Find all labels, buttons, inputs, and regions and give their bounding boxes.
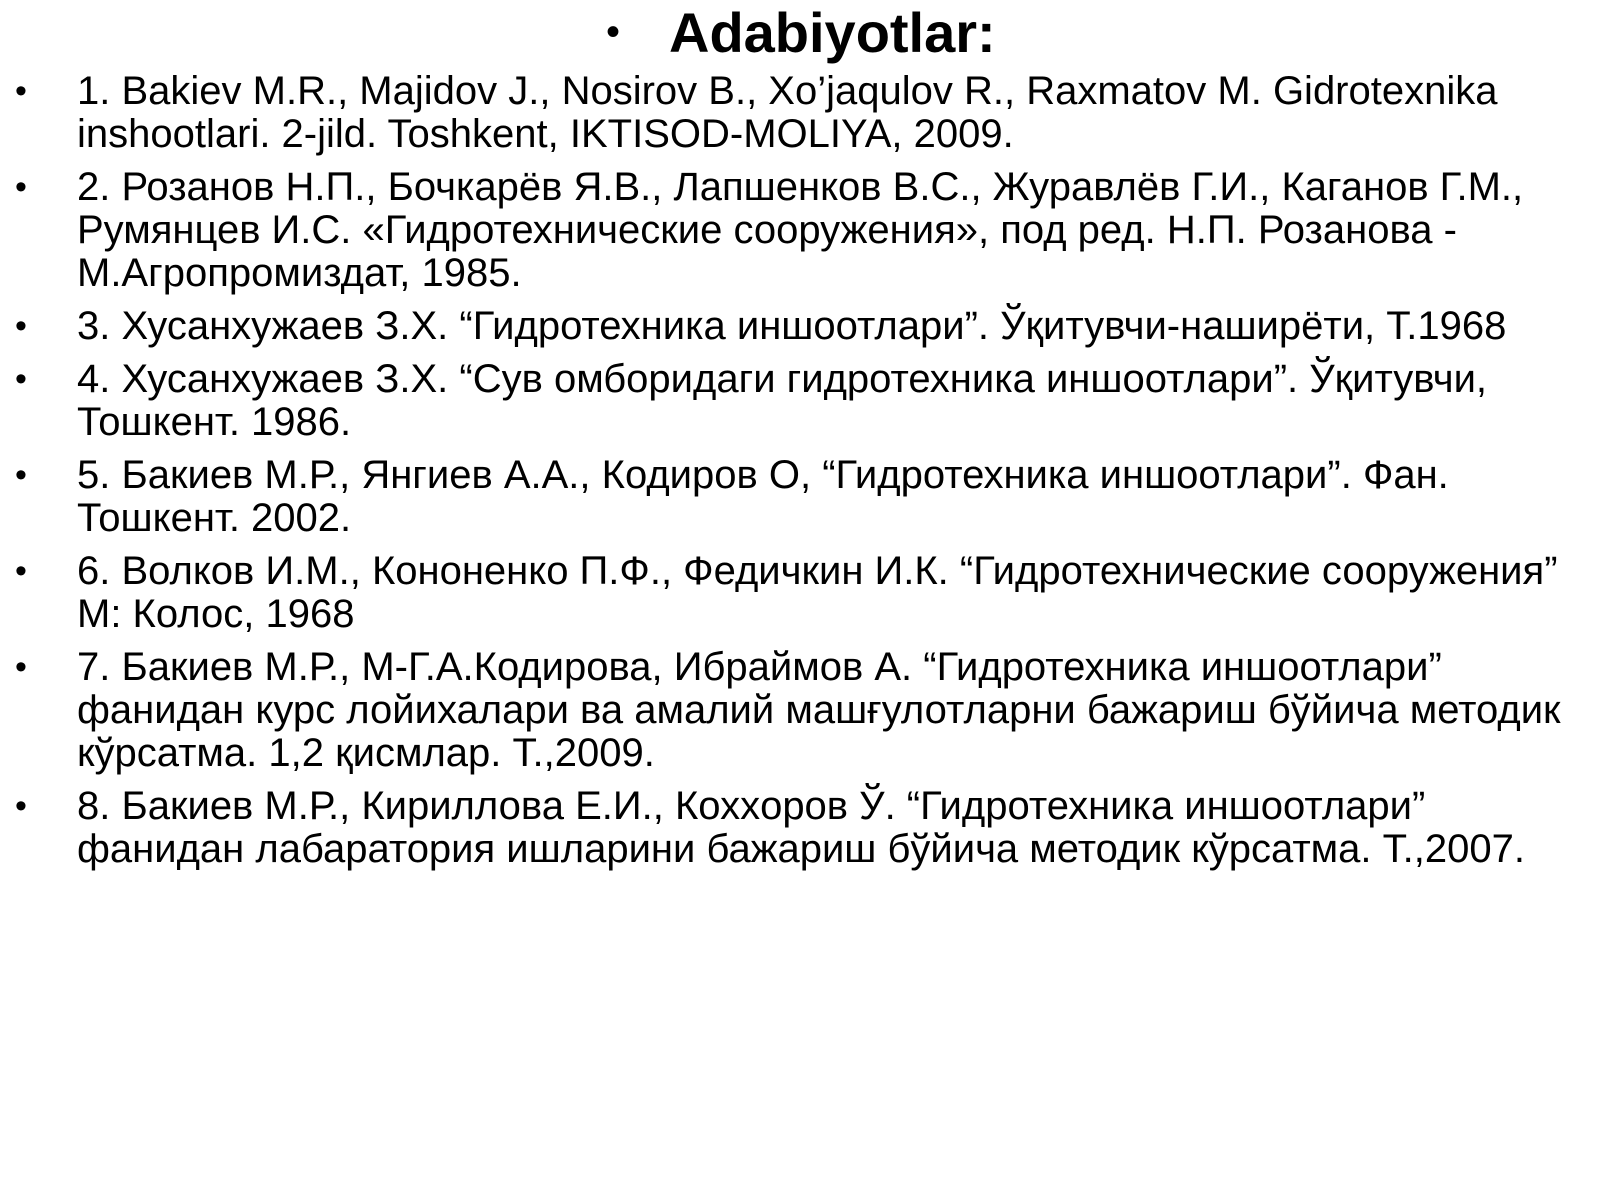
bullet-marker: •: [15, 168, 27, 206]
bullet-marker: •: [15, 456, 27, 494]
reference-text: 2. Розанов Н.П., Бочкарёв Я.В., Лапшенков В.С., Журавлёв Г.И., Каганов Г.М., Румянцев И.С. «Гидротехнические сооружения», под ред. Н.П. Розанова - М.Агропромиздат, 1985.: [77, 165, 1524, 295]
reference-text: 8. Бакиев М.Р., Кириллова Е.И., Кохxоров Ў. “Гидротехника иншоотлари” фанидан лабаратория ишларини бажариш бўйича методик кўрсатма. Т.,2007.: [77, 784, 1525, 871]
reference-text: 4. Хусанхужаев З.Х. “Сув омборидаги гидротехника иншоотлари”. Ўқитувчи, Тошкент. 1986.: [77, 357, 1488, 444]
reference-text: 5. Бакиев М.Р., Янгиев А.А., Кодиров О, “Гидротехника иншоотлари”. Фан. Тошкент. 2002.: [77, 453, 1449, 540]
reference-item: [0, 305, 1600, 348]
reference-item: [0, 166, 1600, 295]
slide-title: Adabiyotlar:: [669, 1, 996, 64]
reference-item: [0, 550, 1600, 636]
reference-item: [0, 358, 1600, 444]
reference-text: 3. Хусанхужаев З.Х. “Гидротехника иншоотлари”. Ўқитувчи-наширёти, Т.1968: [77, 304, 1507, 348]
title-bullet: •: [606, 10, 621, 54]
reference-item: [0, 70, 1600, 156]
bullet-marker: •: [15, 648, 27, 686]
reference-text: 6. Волков И.М., Кононенко П.Ф., Федичкин И.К. “Гидротехнические сооружения” М: Колос, 1968: [77, 549, 1558, 636]
reference-list: [0, 70, 1600, 881]
bullet-marker: •: [15, 787, 27, 825]
reference-text: 7. Бакиев М.Р., М-Г.А.Кодирова, Ибраймов А. “Гидротехника иншоотлари” фанидан курс лойихалари ва амалий машғулотларни бажариш бўйича методик кўрсатма. 1,2 қисмлар. Т.,2009.: [77, 645, 1561, 775]
reference-item: [0, 646, 1600, 775]
bullet-marker: •: [15, 72, 27, 110]
reference-item: [0, 785, 1600, 871]
bullet-marker: •: [15, 552, 27, 590]
bullet-marker: •: [15, 307, 27, 345]
reference-text: 1. Bakiev M.R., Majidov J., Nosirov B., Xo’jaqulov R., Raxmatov M. Gidrotexnika inshootlari. 2-jild. Toshkent, IKTISOD-MOLIYA, 2009.: [77, 69, 1498, 156]
reference-item: [0, 454, 1600, 540]
bullet-marker: •: [15, 360, 27, 398]
title-row: [0, 2, 1600, 64]
